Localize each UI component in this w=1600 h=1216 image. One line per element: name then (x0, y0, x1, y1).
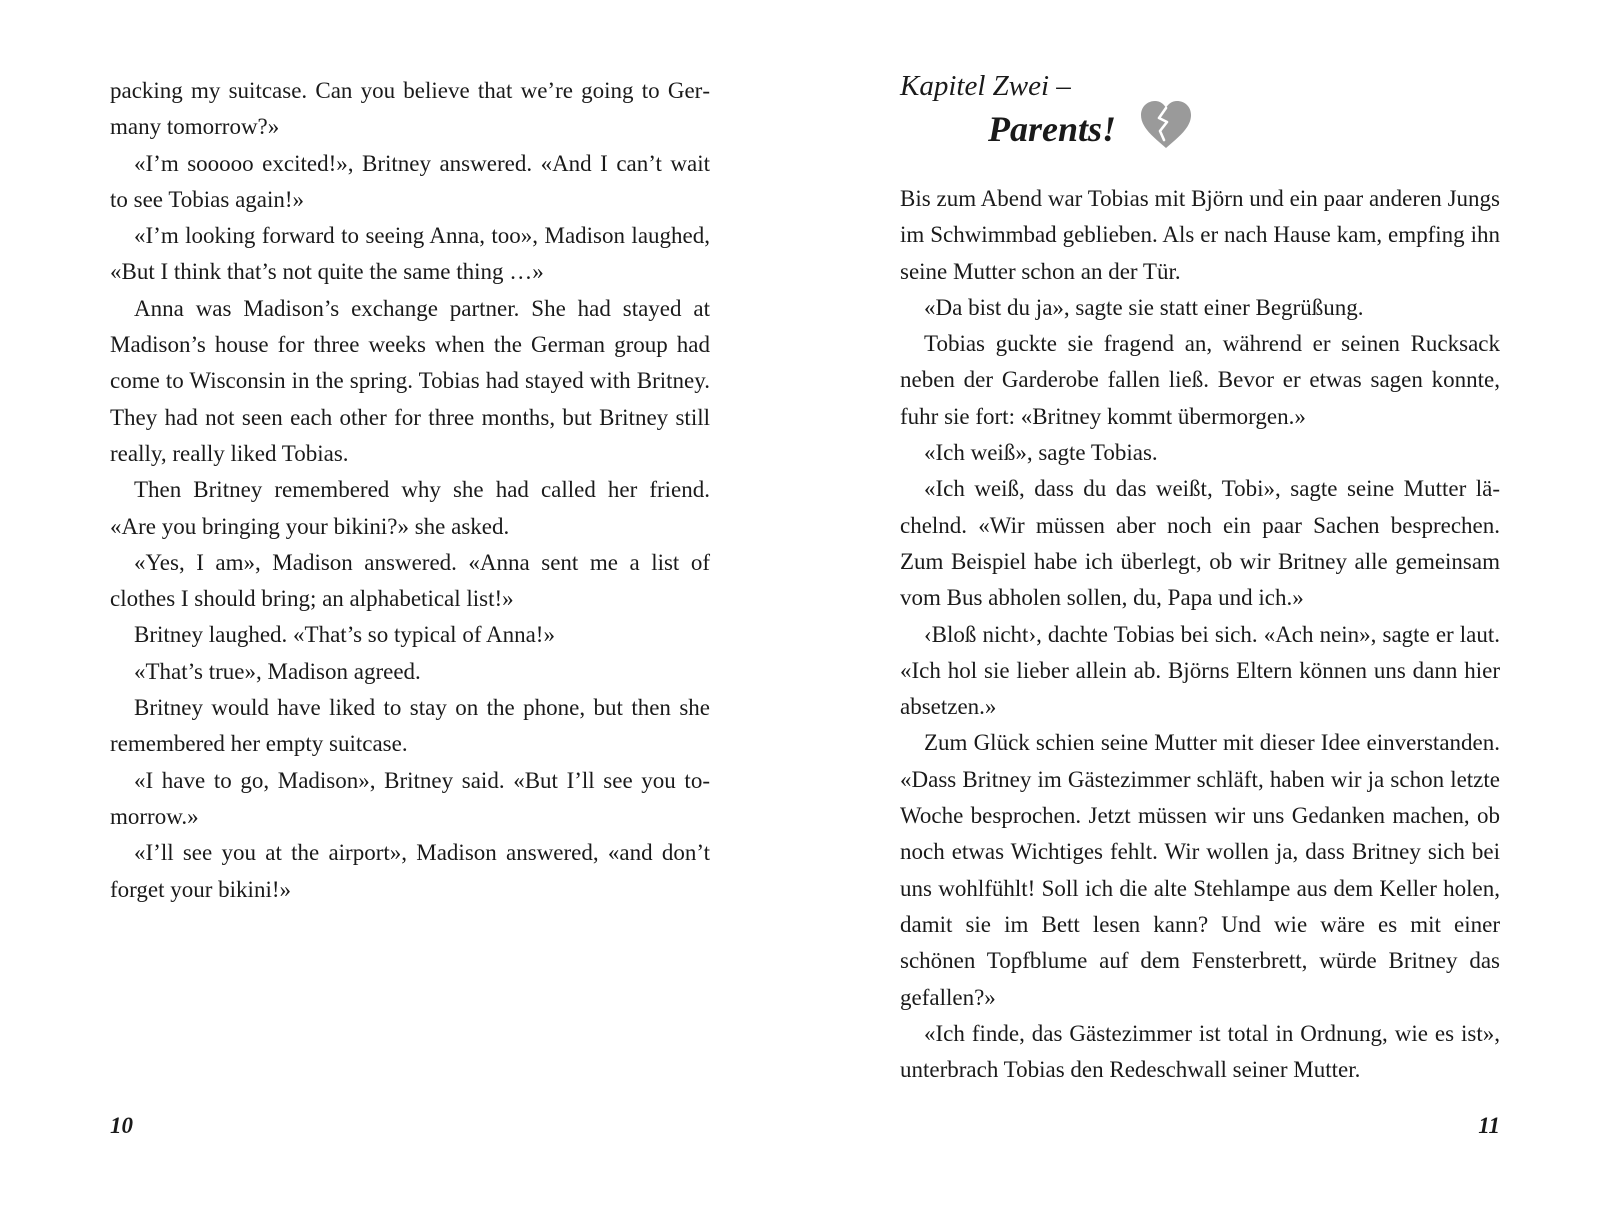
paragraph: «I’ll see you at the airport», Madison answered, «and don’t forget your bikini!» (110, 840, 710, 902)
paragraph: «Yes, I am», Madison answered. «Anna sent me a list of clothes I should bring; an alphabetical list!» (110, 549, 710, 612)
paragraph: Anna was Madison’s exchange partner. She had stayed at Madison’s house for three weeks when the German group had come to Wisconsin in the spring. Tobias had stayed with Britney. They had not seen each other for three months, but Britney still really, really liked Tobias. (110, 295, 710, 466)
paragraph: ‹Bloß nicht›, dachte Tobias bei sich. «Ach nein», sagte er laut. «Ich hol sie lieber allein ab. Björns Eltern können uns dann hier absetzen.» (900, 621, 1500, 720)
paragraph: packing my suitcase. Can you believe that we’re going to Germany tomorrow?» (110, 78, 710, 140)
right-page-text (900, 181, 1500, 1088)
paragraph: Then Britney remembered why she had called her friend. «Are you bringing your bikini?» she asked. (110, 477, 710, 539)
paragraph: «Ich weiß, dass du das weißt, Tobi», sagte seine Mutter lächelnd. «Wir müssen aber noch ein paar Sachen besprechen. Zum Beispiel habe ich überlegt, ob wir Britney alle gemeinsam vom Bus abholen sollen, du, Papa und ich.» (900, 476, 1500, 611)
paragraph: Britney laughed. «That’s so typical of Anna!» (134, 622, 555, 648)
paragraph: «Ich weiß», sagte Tobias. (924, 440, 1158, 466)
paragraph: «That’s true», Madison agreed. (134, 658, 421, 684)
chapter-title: Parents! (988, 109, 1117, 149)
paragraph: Britney would have liked to stay on the phone, but then she remembered her empty suitcase. (110, 695, 710, 757)
left-page (110, 0, 710, 1216)
chapter-heading (900, 66, 1500, 176)
left-page-text (110, 73, 710, 908)
page-number: 11 (1478, 1113, 1500, 1138)
right-page (900, 0, 1500, 1216)
paragraph: «Ich finde, das Gästezimmer ist total in Ordnung, wie es ist», unterbrach Tobias den Redeschwall seiner Mutter. (900, 1020, 1500, 1083)
paragraph: «I’m looking forward to seeing Anna, too», Madison laughed, «But I think that’s not quite the same thing …» (110, 223, 710, 285)
chapter-label: Kapitel Zwei – (900, 70, 1071, 102)
paragraph: Tobias guckte sie fragend an, während er seinen Rucksack neben der Garderobe fallen ließ. Bevor er etwas sagen konnte, fuhr sie fort: «Britney kommt übermorgen.» (900, 331, 1500, 429)
page-number: 10 (110, 1113, 133, 1138)
paragraph: Bis zum Abend war Tobias mit Björn und ein paar anderen Jungs im Schwimmbad geblieben. Als er nach Hause kam, empfing ihn seine Mutter schon an der Tür. (900, 186, 1500, 284)
paragraph: «Da bist du ja», sagte sie statt einer Begrüßung. (924, 294, 1364, 320)
paragraph: «I’m sooooo excited!», Britney answered. «And I can’t wait to see Tobias again!» (110, 150, 710, 212)
broken-heart-icon (1138, 98, 1194, 150)
paragraph: «I have to go, Madison», Britney said. «But I’ll see you tomorrow.» (110, 767, 710, 829)
paragraph: Zum Glück schien seine Mutter mit dieser Idee einverstanden. «Dass Britney im Gästezimmer schläft, haben wir ja schon letzte Woche besprochen. Jetzt müssen wir uns Gedanken machen, ob noch etwas Wichtiges fehlt. Wir wollen ja, dass Britney sich bei uns wohlfühlt! Soll ich die alte Stehlampe aus dem Keller holen, damit sie im Bett lesen kann? Und wie wäre es mit einer schönen Topfblume auf dem Fensterbrett, würde Britney das gefallen?» (900, 730, 1500, 1010)
